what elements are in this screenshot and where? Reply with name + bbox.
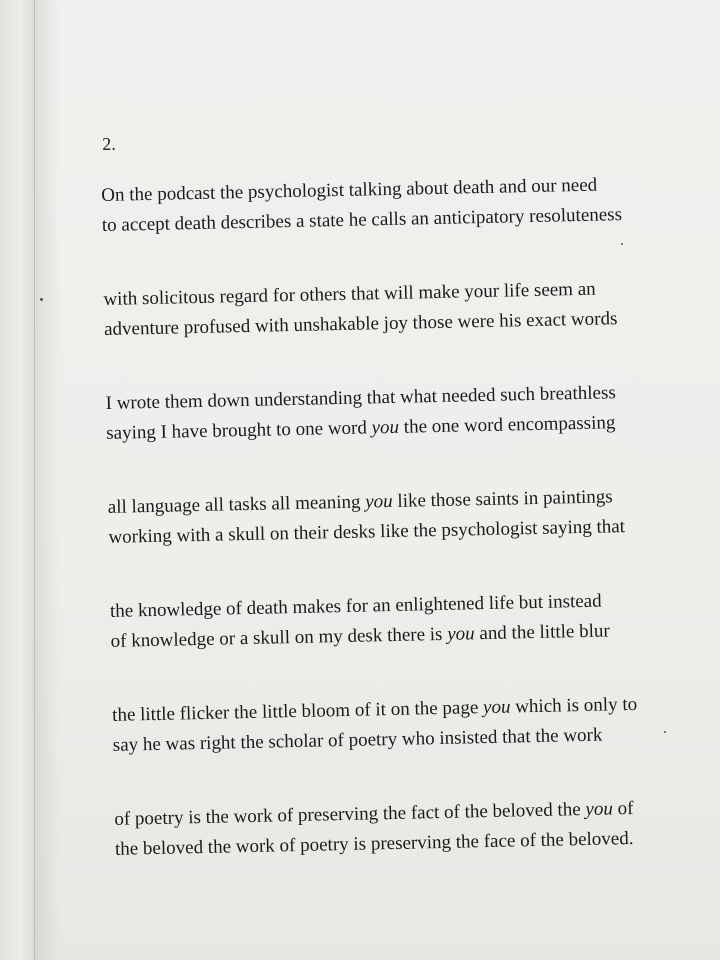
- stanza: [108, 481, 669, 553]
- poem-line: to accept death describes a state he calls an anticipatory resoluteness: [101, 204, 623, 236]
- stanza: [103, 273, 664, 345]
- stanza: [101, 169, 662, 241]
- gutter-shadow: [34, 0, 60, 960]
- stanza: [110, 585, 671, 657]
- poem-line: the little flicker the little bloom of it on the page you which is only to: [111, 693, 638, 726]
- page-edge: [0, 0, 35, 960]
- poem-line: working with a skull on their desks like the psychologist saying that: [108, 516, 626, 548]
- poem-line: saying I have brought to one word you the one word encompassing: [106, 412, 616, 444]
- poem-text: [100, 122, 676, 909]
- poem-line: the beloved the work of poetry is preserving the face of the beloved.: [114, 827, 634, 860]
- stanza: [112, 689, 673, 761]
- poem-line: of poetry is the work of preserving the fact of the beloved the you of: [114, 797, 634, 830]
- poem-line: with solicitous regard for others that will make your life seem an: [103, 278, 596, 310]
- stanza: [105, 377, 666, 449]
- section-number: 2.: [101, 133, 116, 154]
- poem-line: I wrote them down understanding that what needed such breathless: [105, 382, 616, 414]
- stanza: [114, 793, 675, 865]
- poem-line: of knowledge or a skull on my desk there is you and the little blur: [110, 620, 610, 652]
- poem-line: adventure profused with unshakable joy those were his exact words: [103, 308, 618, 340]
- paper-speck: [40, 298, 43, 301]
- poem-line: all language all tasks all meaning you like those saints in paintings: [107, 486, 613, 518]
- poem-line: the knowledge of death makes for an enlightened life but instead: [109, 590, 602, 622]
- poem-line: On the podcast the psychologist talking about death and our need: [101, 174, 598, 206]
- poem-line: say he was right the scholar of poetry who insisted that the work: [112, 724, 603, 756]
